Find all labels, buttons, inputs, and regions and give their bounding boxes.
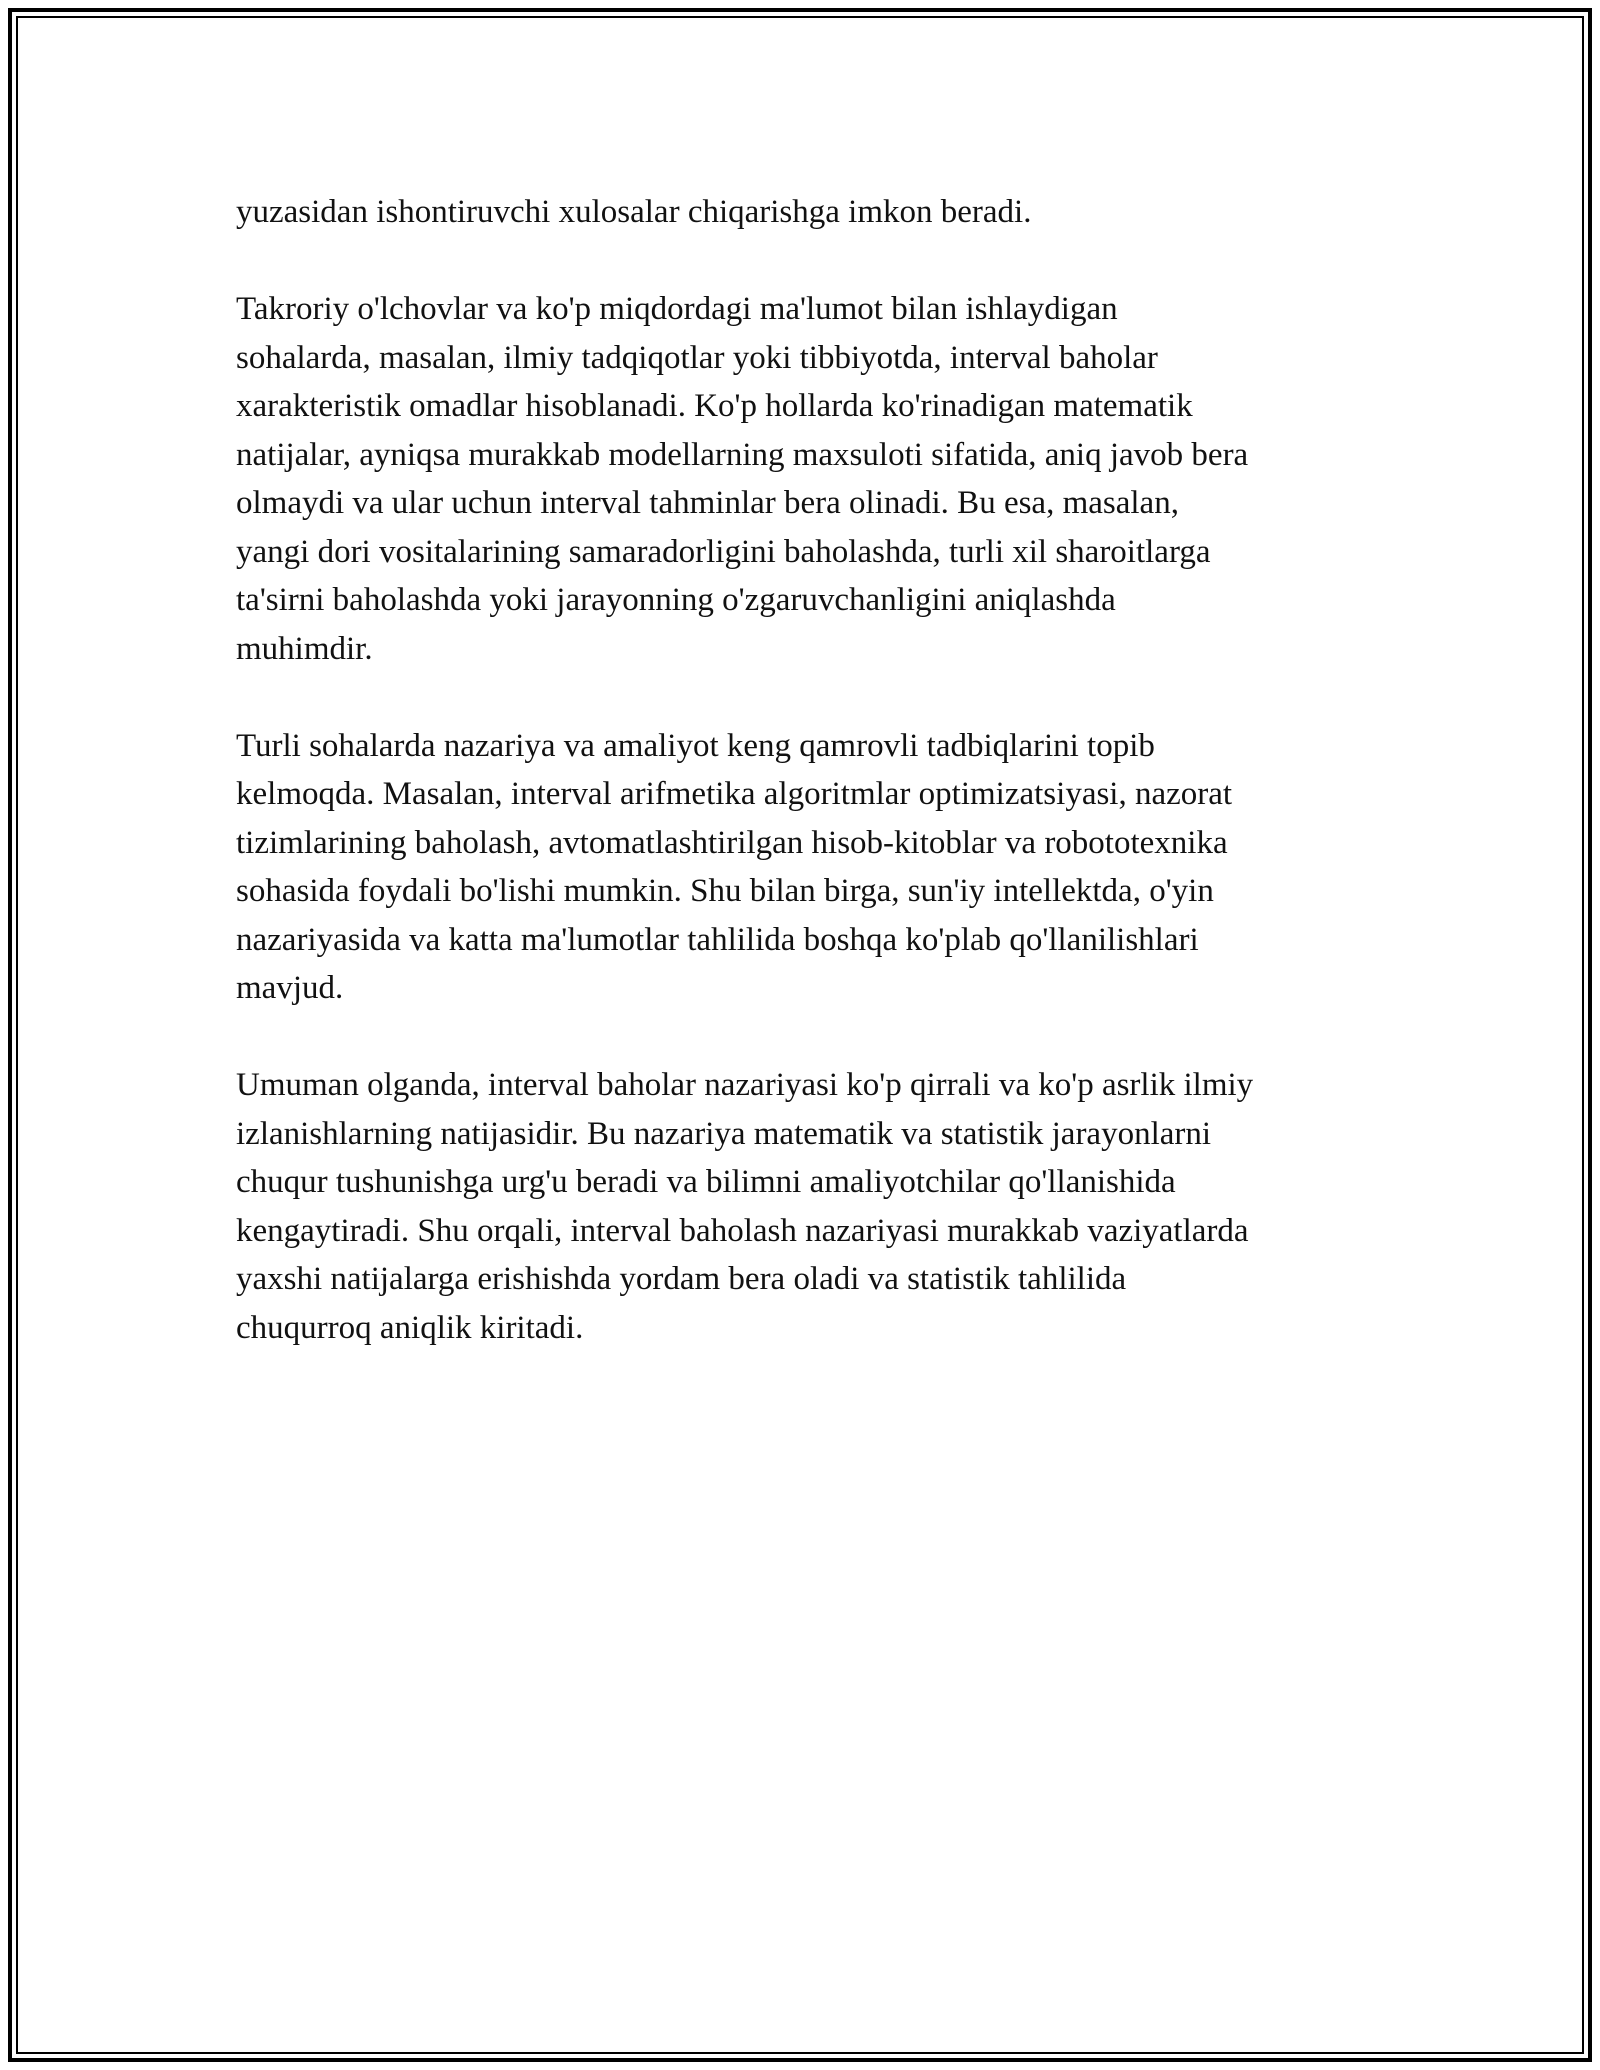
- text-line: olmaydi va ular uchun interval tahminlar bera olinadi. Bu esa, masalan,: [236, 485, 1179, 521]
- text-line: Turli sohalarda nazariya va amaliyot keng qamrovli tadbiqlarini topib: [236, 727, 1155, 764]
- paragraph-2: [236, 285, 1371, 673]
- text-line: yuzasidan ishontiruvchi xulosalar chiqarishga imkon beradi.: [236, 194, 1032, 230]
- paragraph-4: [236, 1061, 1371, 1352]
- paragraph-3: [236, 722, 1371, 1013]
- text-line: yangi dori vositalarining samaradorligini baholashda, turli xil sharoitlarga: [236, 533, 1211, 570]
- text-line: kelmoqda. Masalan, interval arifmetika algoritmlar optimizatsiyasi, nazorat: [236, 776, 1233, 812]
- paragraph-1: [236, 188, 1371, 237]
- text-line: chuqurroq aniqlik kiritadi.: [236, 1309, 584, 1346]
- text-line: tizimlarining baholash, avtomatlashtirilgan hisob-kitoblar va robototexnika: [236, 824, 1228, 861]
- text-line: kengaytiradi. Shu orqali, interval baholash nazariyasi murakkab vaziyatlarda: [236, 1212, 1249, 1249]
- text-line: natijalar, ayniqsa murakkab modellarning maxsuloti sifatida, aniq javob bera: [236, 436, 1249, 473]
- text-line: Umuman olganda, interval baholar nazariyasi ko'p qirrali va ko'p asrlik ilmiy: [236, 1067, 1254, 1103]
- text-line: yaxshi natijalarga erishishda yordam bera oladi va statistik tahlilida: [236, 1261, 1127, 1297]
- text-line: sohalarda, masalan, ilmiy tadqiqotlar yoki tibbiyotda, interval baholar: [236, 339, 1158, 376]
- document-body: [236, 188, 1371, 1401]
- text-line: mavjud.: [236, 970, 344, 1006]
- text-line: ta'sirni baholashda yoki jarayonning o'zgaruvchanligini aniqlashda: [236, 582, 1116, 618]
- text-line: muhimdir.: [236, 630, 373, 667]
- text-line: izlanishlarning natijasidir. Bu nazariya matematik va statistik jarayonlarni: [236, 1115, 1212, 1152]
- text-line: xarakteristik omadlar hisoblanadi. Ko'p hollarda ko'rinadigan matematik: [236, 388, 1193, 424]
- text-line: chuqur tushunishga urg'u beradi va bilimni amaliyotchilar qo'llanishida: [236, 1164, 1176, 1200]
- text-line: sohasida foydali bo'lishi mumkin. Shu bilan birga, sun'iy intellektda, o'yin: [236, 873, 1214, 909]
- text-line: nazariyasida va katta ma'lumotlar tahlilida boshqa ko'plab qo'llanilishlari: [236, 921, 1199, 958]
- text-line: Takroriy o'lchovlar va ko'p miqdordagi ma'lumot bilan ishlaydigan: [236, 291, 1118, 327]
